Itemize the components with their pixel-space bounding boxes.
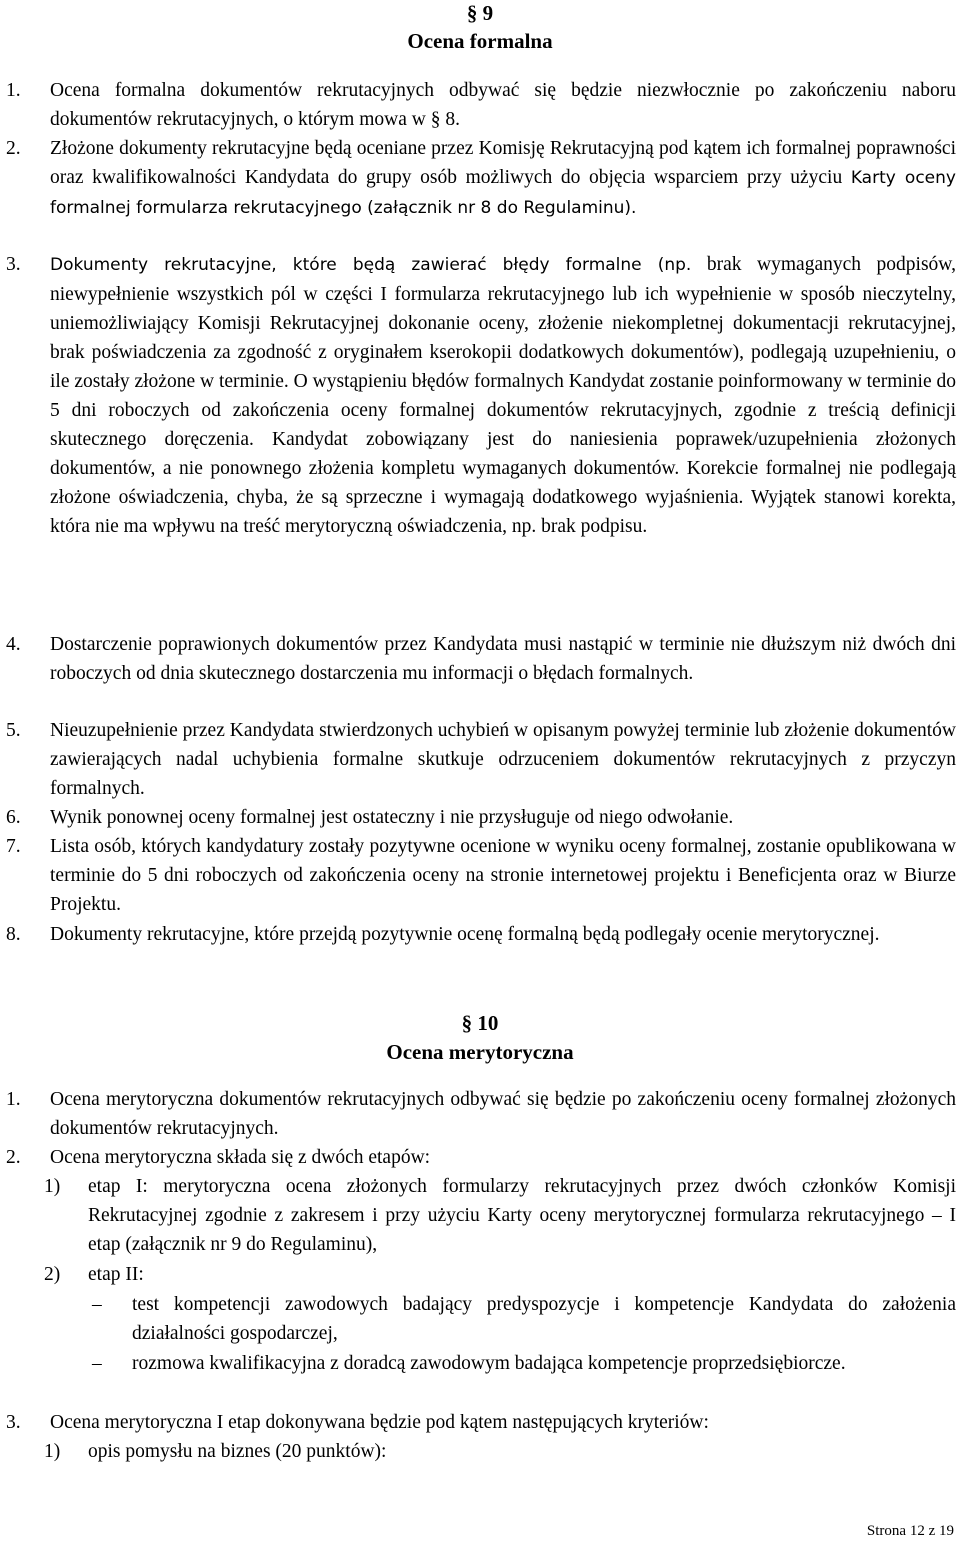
s10-stage-2: 2) etap II: [44,1264,144,1285]
s10-item-3: 3. Ocena merytoryczna I etap dokonywana będzie pod kątem następujących kryteriów: [6,1412,709,1433]
s9-item-3: 3. Dokumenty rekrutacyjne, które będą zawierać błędy formalne (np. brak wymaganych podpisów, niewypełnienie wszystkich pól w części I formularza rekrutacyjnego lub ich wypełnienie w sposób nieczytelny, uniemożliwiający Komisji Rekrutacyjnej dokonanie oceny, złożenie niekompletnej dokumentacji rekrutacyjnej, brak poświadczenia za zgodność z oryginałem kserokopii dodatkowych dokumentów), podlegają uzupełnieniu, o ile zostały złożone w terminie. O wystąpieniu błędów formalnych Kandydat zostanie poinformowany w terminie do 5 dni roboczych od zakończenia oceny formalnej dokumentów rekrutacyjnych, zgodnie z treścią definicji skutecznego doręczenia. Kandydat zobowiązany jest do naniesienia poprawek/uzupełnienia złożonych dokumentów, a nie ponownego złożenia kompletu wymaganych dokumentów. Korekcie formalnej nie podlegają złożone oświadczenia, chyba, że są sprzeczne i wymagają dodatkowego wyjaśnienia. Wyjątek stanowi korekta, która nie ma wpływu na treść merytoryczną oświadczenia, np. brak podpisu. [6,254,957,537]
s10-stage-1: 1) etap I: merytoryczna ocena złożonych formularzy rekrutacyjnych przez dwóch członków Komisji Rekrutacyjnej zgodnie z zakresem i przy użyciu Karty oceny merytorycznej formularza rekrutacyjnego – I etap (załącznik nr 9 do Regulaminu), [44,1176,956,1255]
section-10-title: Ocena merytoryczna [386,1040,574,1064]
s10-item-1: 1. Ocena merytoryczna dokumentów rekrutacyjnych odbywać się będzie po zakończeniu oceny formalnej złożonych dokumentów rekrutacyjnych. [6,1089,956,1139]
section-10-number: § 10 [461,1011,499,1035]
s10-criterion-1: 1) opis pomysłu na biznes (20 punktów): [44,1441,387,1462]
s9-item-4: 4. Dostarczenie poprawionych dokumentów przez Kandydata musi nastąpić w terminie nie dłuższym niż dwóch dni roboczych od dnia skutecznego dostarczenia mu informacji o błędach formalnych. [6,634,956,684]
page-number: Strona 12 z 19 [866,1523,954,1539]
section-9-title: Ocena formalna [407,29,553,53]
s9-item-8: 8. Dokumenty rekrutacyjne, które przejdą pozytywnie ocenę formalną będą podlegały ocenie merytorycznej. [6,924,880,945]
s9-item-6: 6. Wynik ponownej oceny formalnej jest ostateczny i nie przysługuje od niego odwołanie. [6,807,734,828]
s9-item-5: 5. Nieuzupełnienie przez Kandydata stwierdzonych uchybień w opisanym powyżej terminie lub złożenie dokumentów zawierających nadal uchybienia formalne skutkuje odrzuceniem dokumentów rekrutacyjnych z przyczyn formalnych. [6,720,956,799]
s10-stage-2-point-1: – test kompetencji zawodowych badający predyspozycje i kompetencje Kandydata do założenia działalności gospodarczej, [92,1294,956,1344]
s9-item-2: 2. Złożone dokumenty rekrutacyjne będą oceniane przez Komisję Rekrutacyjną pod kątem ich formalnej poprawności oraz kwalifikowalności Kandydata do grupy osób możliwych do objęcia wsparciem przy użyciu Karty oceny formalnej formularza rekrutacyjnego (załącznik nr 8 do Regulaminu). [6,138,956,218]
section-9-number: § 9 [466,1,494,25]
s10-stage-2-point-2: – rozmowa kwalifikacyjna z doradcą zawodowym badająca kompetencje proprzedsiębiorcze. [92,1353,846,1374]
s10-item-2: 2. Ocena merytoryczna składa się z dwóch etapów: [6,1147,431,1168]
s9-item-7: 7. Lista osób, których kandydatury zostały pozytywne ocenione w wyniku oceny formalnej, zostanie opublikowana w terminie do 5 dni roboczych od zakończenia oceny na stronie internetowej projektu i Beneficjenta oraz w Biurze Projektu. [6,836,956,915]
s9-item-1: 1. Ocena formalna dokumentów rekrutacyjnych odbywać się będzie niezwłocznie po zakończeniu naboru dokumentów rekrutacyjnych, o którym mowa w § 8. [6,80,956,130]
